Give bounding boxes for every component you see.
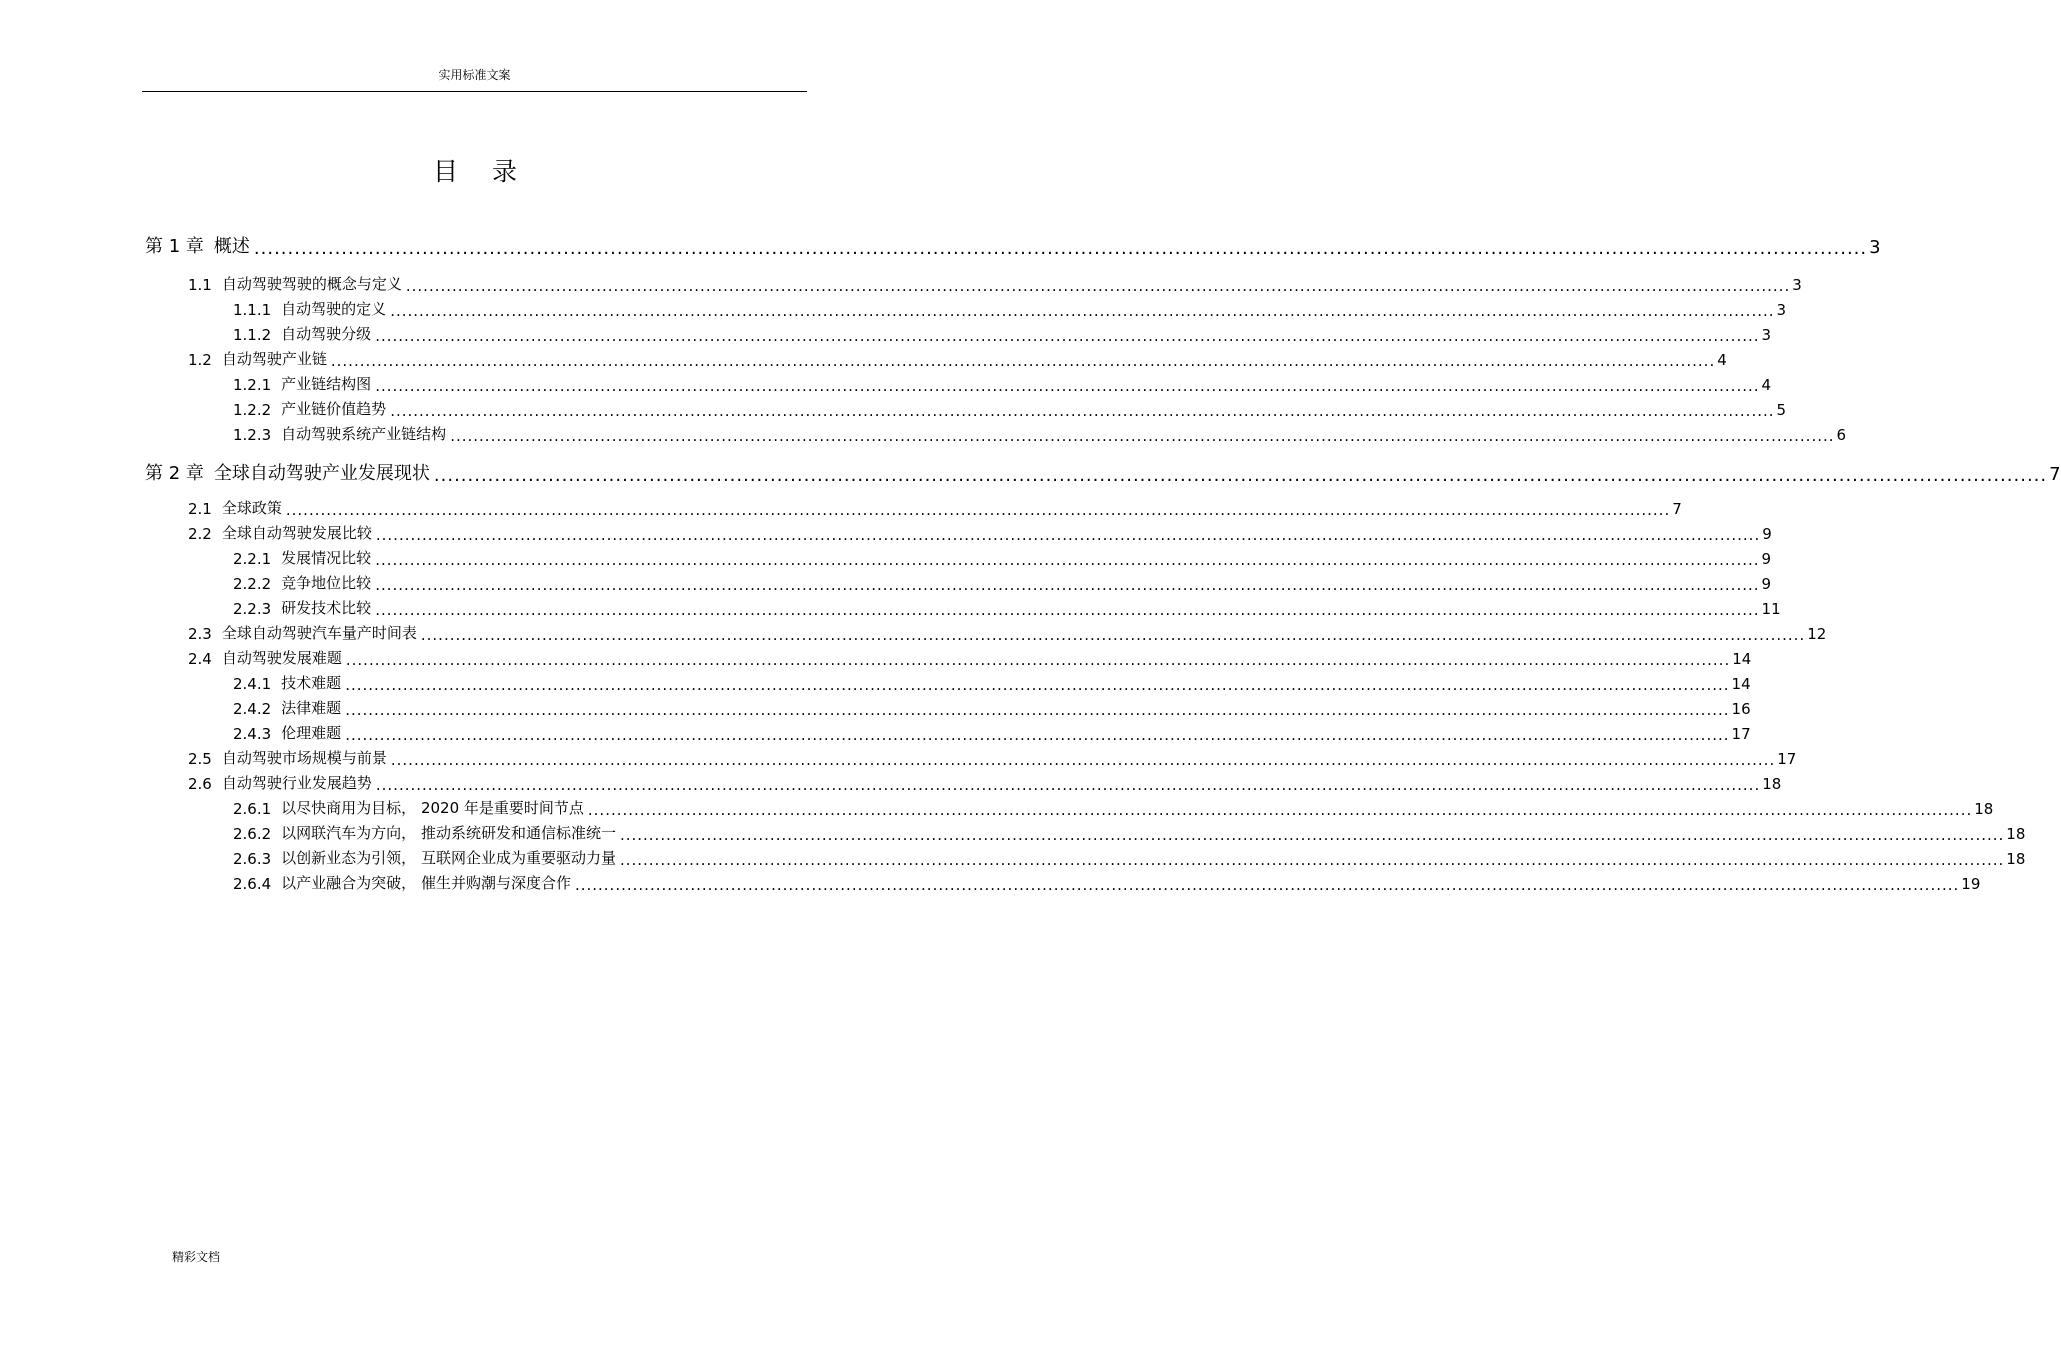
toc-entry-page: 9 [1761,550,1772,568]
toc-entry[interactable] [188,349,1727,370]
toc-entry-number: 2.6.3 [233,850,272,868]
toc-entry-label [233,597,371,618]
toc-entry-page: 7 [2049,464,2061,485]
toc-entry[interactable] [188,773,1782,794]
toc-dot-leader: ................................................................................................................................................................................................................................................ [345,701,1730,719]
toc-dot-leader: ................................................................................................................................................................................................................................................ [345,726,1730,744]
toc-entry[interactable] [233,723,1751,744]
toc-entry-title: 产业链结构图 [281,375,372,393]
toc-entry-label [188,622,417,643]
toc-entry-title: 法律难题 [281,699,342,717]
toc-entry[interactable] [188,498,1682,519]
toc-dot-leader: ................................................................................................................................................................................................................................................ [345,676,1730,694]
toc-entry-page: 18 [1974,800,1994,818]
toc-entry-page: 17 [1731,725,1751,743]
toc-entry-label [233,822,616,843]
header-rule [142,91,807,92]
toc-entry-title: 伦理难题 [281,724,342,742]
toc-entry-page: 18 [1762,775,1782,793]
toc-entry-page: 3 [1792,276,1802,294]
toc-entry-title: 产业链价值趋势 [281,400,387,418]
toc-entry-page: 11 [1761,600,1781,618]
toc-entry-number: 1.2.2 [233,401,272,419]
toc-entry-page: 6 [1836,426,1847,444]
toc-entry-title: 自动驾驶系统产业链结构 [281,425,447,443]
toc-entry[interactable] [188,648,1752,669]
toc-entry[interactable] [233,823,2026,844]
toc-entry-title: 全球自动驾驶产业发展现状 [213,463,430,484]
page-header: 实用标准文案 [438,68,511,82]
toc-dot-leader: ................................................................................................................................................................................................................................................ [375,377,1760,395]
toc-entry-title: 概述 [213,236,250,257]
toc-entry-label [188,273,402,294]
toc-entry-number: 2.1 [188,500,212,518]
toc-entry[interactable] [233,573,1772,594]
toc-entry[interactable] [233,548,1772,569]
toc-entry-label [233,847,616,868]
toc-entry-title: 技术难题 [281,674,342,692]
toc-entry-label [233,722,341,743]
toc-dot-leader: ................................................................................................................................................................................................................................................ [390,302,1775,320]
toc-entry[interactable] [145,232,1881,259]
toc-dot-leader: ................................................................................................................................................................................................................................................ [433,465,2048,486]
toc-entry-label [233,672,341,693]
toc-entry-label [233,423,446,444]
toc-entry[interactable] [188,748,1797,769]
toc-entry-label [233,323,371,344]
toc-entry-label [145,459,430,485]
toc-entry[interactable] [188,523,1772,544]
toc-entry-label [145,232,250,258]
toc-entry-page: 14 [1731,675,1751,693]
toc-entry-title: 自动驾驶市场规模与前景 [221,749,387,767]
toc-dot-leader: ................................................................................................................................................................................................................................................ [253,238,1868,259]
toc-entry-number: 1.1 [188,276,212,294]
toc-dot-leader: ................................................................................................................................................................................................................................................ [619,851,2005,869]
toc-entry-title: 以产业融合为突破， 催生并购潮与深度合作 [281,874,571,892]
toc-dot-leader: ................................................................................................................................................................................................................................................ [390,402,1775,420]
toc-entry-number: 第 1 章 [145,236,204,257]
toc-entry-page: 18 [2006,825,2026,843]
toc-entry-page: 14 [1732,650,1752,668]
toc-entry-title: 自动驾驶产业链 [221,350,327,368]
toc-entry[interactable] [233,424,1847,445]
toc-entry-number: 2.5 [188,750,212,768]
toc-entry-title: 竞争地位比较 [281,574,372,592]
toc-entry-number: 2.6.2 [233,825,272,843]
toc-entry-number: 1.1.2 [233,326,272,344]
toc-entry-number: 1.2 [188,351,212,369]
toc-entry-page: 4 [1717,351,1727,369]
toc-entry[interactable] [233,673,1751,694]
toc-entry-title: 全球自动驾驶汽车量产时间表 [221,624,417,642]
toc-entry[interactable] [233,798,1994,819]
toc-entry-number: 2.6.4 [233,875,272,893]
toc-entry[interactable] [188,623,1827,644]
document-title: 目录 [432,157,551,186]
toc-entry-number: 2.6 [188,775,212,793]
toc-entry-label [188,647,342,668]
toc-entry-title: 自动驾驶的定义 [281,300,387,318]
toc-entry-page: 3 [1869,237,1881,258]
toc-entry-number: 2.2 [188,525,212,543]
toc-entry-label [188,747,387,768]
toc-entry-title: 自动驾驶行业发展趋势 [221,774,372,792]
toc-entry-label [188,772,372,793]
toc-entry-number: 2.3 [188,625,212,643]
toc-entry-label [233,572,371,593]
toc-dot-leader: ................................................................................................................................................................................................................................................ [390,751,1776,769]
toc-dot-leader: ................................................................................................................................................................................................................................................ [619,826,2005,844]
toc-entry-number: 2.6.1 [233,800,272,818]
toc-entry[interactable] [233,374,1772,395]
toc-entry-title: 自动驾驶分级 [281,325,372,343]
toc-entry[interactable] [233,399,1787,420]
toc-entry-page: 5 [1776,401,1787,419]
toc-entry-number: 1.1.1 [233,301,272,319]
toc-entry-number: 2.4 [188,650,212,668]
toc-dot-leader: ................................................................................................................................................................................................................................................ [375,776,1761,794]
toc-dot-leader: ................................................................................................................................................................................................................................................ [345,651,1731,669]
toc-dot-leader: ................................................................................................................................................................................................................................................ [574,876,1960,894]
toc-dot-leader: ................................................................................................................................................................................................................................................ [587,801,1973,819]
toc-dot-leader: ................................................................................................................................................................................................................................................ [375,526,1761,544]
toc-dot-leader: ................................................................................................................................................................................................................................................ [420,626,1806,644]
toc-entry-title: 自动驾驶驾驶的概念与定义 [221,275,402,293]
toc-entry-page: 7 [1672,500,1682,518]
toc-entry-page: 12 [1807,625,1827,643]
toc-entry-page: 3 [1761,326,1772,344]
toc-entry-label [188,497,282,518]
toc-entry[interactable] [233,698,1751,719]
toc-entry-page: 19 [1961,875,1981,893]
toc-entry[interactable] [233,848,2026,869]
toc-entry[interactable] [188,274,1802,295]
toc-dot-leader: ................................................................................................................................................................................................................................................ [405,277,1791,295]
toc-entry-number: 2.2.3 [233,600,272,618]
toc-entry-title: 研发技术比较 [281,599,372,617]
toc-dot-leader: ................................................................................................................................................................................................................................................ [375,601,1760,619]
toc-entry-title: 发展情况比较 [281,549,372,567]
toc-entry-title: 全球自动驾驶发展比较 [221,524,372,542]
toc-entry-label [233,398,386,419]
toc-entry-number: 第 2 章 [145,463,204,484]
toc-dot-leader: ................................................................................................................................................................................................................................................ [450,427,1835,445]
toc-entry[interactable] [233,598,1781,619]
toc-entry-number: 2.2.2 [233,575,272,593]
toc-dot-leader: ................................................................................................................................................................................................................................................ [375,551,1760,569]
toc-entry-label [233,872,571,893]
toc-entry[interactable] [233,299,1787,320]
toc-entry-title: 以尽快商用为目标， 2020 年是重要时间节点 [281,799,584,817]
toc-entry-title: 全球政策 [221,499,282,517]
toc-entry-title: 自动驾驶发展难题 [221,649,342,667]
toc-entry-label [233,547,371,568]
toc-entry-label [233,373,371,394]
toc-dot-leader: ................................................................................................................................................................................................................................................ [375,576,1760,594]
toc-entry-number: 2.4.2 [233,700,272,718]
toc-entry[interactable] [233,324,1772,345]
toc-entry-page: 18 [2006,850,2026,868]
toc-entry-label [233,797,584,818]
toc-dot-leader: ................................................................................................................................................................................................................................................ [330,352,1716,370]
toc-entry-title: 以网联汽车为方向， 推动系统研发和通信标准统一 [281,824,616,842]
toc-entry-page: 9 [1762,525,1772,543]
page-footer: 精彩文档 [172,1250,221,1264]
toc-entry-number: 2.2.1 [233,550,272,568]
toc-entry-number: 2.4.1 [233,675,272,693]
toc-entry-number: 2.4.3 [233,725,272,743]
toc-entry-title: 以创新业态为引领， 互联网企业成为重要驱动力量 [281,849,616,867]
toc-entry-page: 4 [1761,376,1772,394]
toc-entry-number: 1.2.3 [233,426,272,444]
toc-entry-page: 9 [1761,575,1772,593]
toc-dot-leader: ................................................................................................................................................................................................................................................ [375,327,1760,345]
toc-entry-number: 1.2.1 [233,376,272,394]
toc-entry[interactable] [145,459,2061,486]
toc-entry-label [233,697,341,718]
toc-entry-label [188,348,327,369]
toc-entry-label [233,298,386,319]
toc-entry-page: 16 [1731,700,1751,718]
toc-entry-page: 3 [1776,301,1787,319]
toc-dot-leader: ................................................................................................................................................................................................................................................ [285,501,1671,519]
toc-entry-label [188,522,372,543]
toc-entry-page: 17 [1777,750,1797,768]
toc-entry[interactable] [233,873,1981,894]
